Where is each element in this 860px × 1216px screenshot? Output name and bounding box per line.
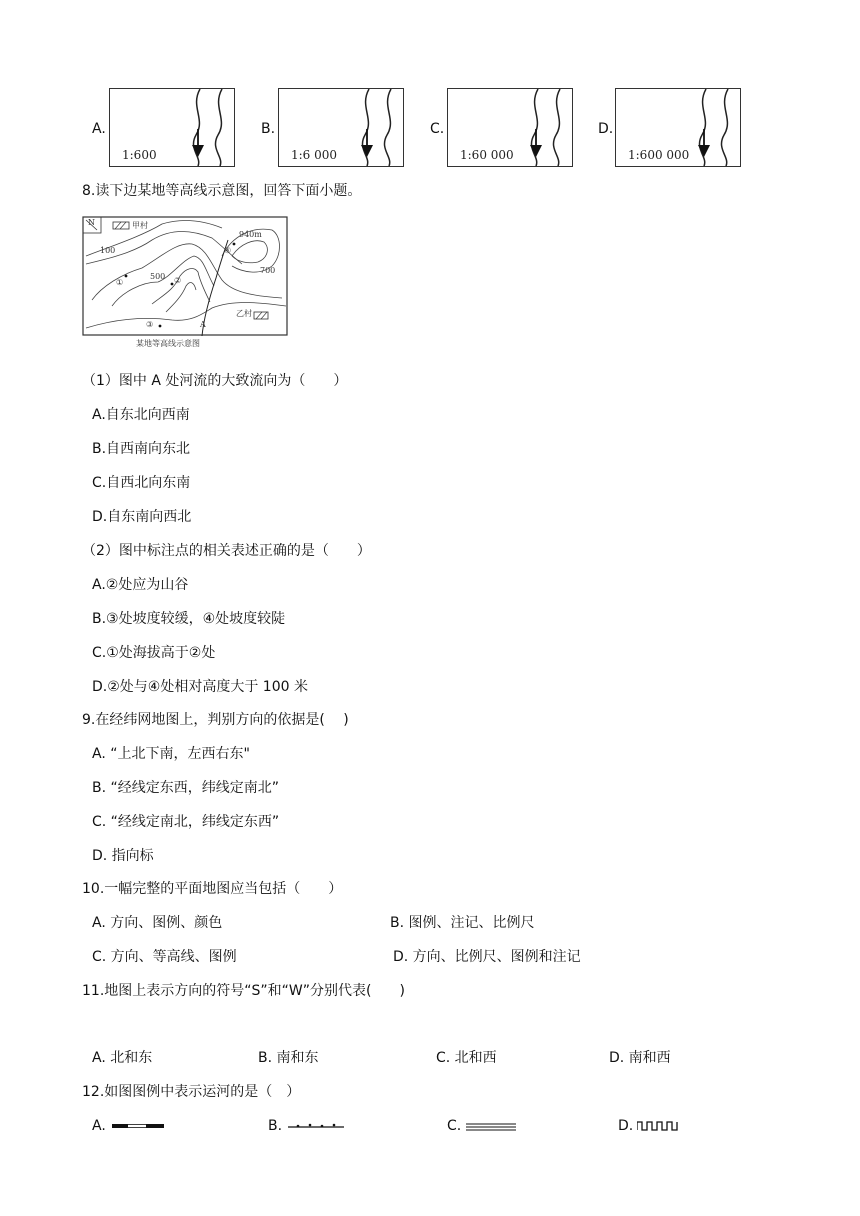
q9-stem: 9.在经纬网地图上，判别方向的依据是( ) [82,712,349,728]
railway-legend-icon [112,1120,166,1132]
q9-option-c[interactable]: C. “经线定南北，纬线定东西” [92,814,280,830]
q7-option-a-letter[interactable]: A. [92,121,106,137]
north-label: N [88,218,95,227]
q12-option-a[interactable]: A. [92,1118,106,1134]
q10-option-a[interactable]: A. 方向、图例、颜色 [92,915,223,931]
q8-sub2-option-d[interactable]: D.②处与④处相对高度大于 100 米 [92,679,308,695]
scale-label: 1:600 000 [628,148,690,162]
contour-label-700: 700 [260,266,276,275]
q7-option-c-map [447,88,573,167]
q12-option-c[interactable]: C. [447,1118,462,1134]
q7-option-b-letter[interactable]: B. [261,121,276,137]
q11-stem: 11.地图上表示方向的符号“S”和“W”分别代表( ) [82,983,405,999]
q11-option-a[interactable]: A. 北和东 [92,1050,153,1066]
q7-option-c-letter[interactable]: C. [430,121,445,137]
contour-map-figure [82,216,288,350]
q8-sub2-option-a[interactable]: A.②处应为山谷 [92,577,189,593]
q8-sub1-option-d[interactable]: D.自东南向西北 [92,509,192,525]
canal-legend-icon [466,1120,518,1132]
point-1-label: ① [116,278,124,287]
q8-sub1-option-b[interactable]: B.自西南向东北 [92,441,191,457]
q7-option-d-map [615,88,741,167]
village-yi-label: 乙村 [236,309,252,318]
q8-sub1-option-a[interactable]: A.自东北向西南 [92,407,190,423]
q12-option-d[interactable]: D. [618,1118,634,1134]
scale-label: 1:60 000 [460,148,514,162]
q11-option-d[interactable]: D. 南和西 [609,1050,671,1066]
scale-label: 1:6 000 [291,148,338,162]
point-3-label: ③ [146,320,154,329]
q7-option-a-map [109,88,235,167]
q8-sub2-option-c[interactable]: C.①处海拔高于②处 [92,645,216,661]
boundary-legend-icon [288,1120,346,1132]
q8-sub1-option-c[interactable]: C.自西北向东南 [92,475,191,491]
q12-stem: 12.如图图例中表示运河的是（ ） [82,1084,301,1100]
q8-sub2-stem: （2）图中标注点的相关表述正确的是（ ） [82,543,371,559]
scale-label: 1:600 [122,148,157,162]
q10-option-b[interactable]: B. 图例、注记、比例尺 [390,915,535,931]
q10-stem: 10.一幅完整的平面地图应当包括（ ） [82,881,343,897]
q8-sub1-stem: （1）图中 A 处河流的大致流向为（ ） [82,373,348,389]
q7-option-b-map [278,88,404,167]
contour-label-100: 100 [100,246,116,255]
wall-legend-icon [637,1119,681,1133]
q9-option-a[interactable]: A. “上北下南，左西右东" [92,746,250,762]
river-a-label: A [200,320,206,329]
q8-sub2-option-b[interactable]: B.③处坡度较缓，④处坡度较陡 [92,611,286,627]
point-2-label: ② [174,276,182,285]
q12-option-b[interactable]: B. [268,1118,283,1134]
q8-stem: 8.读下边某地等高线示意图，回答下面小题。 [82,183,362,199]
q9-option-b[interactable]: B. “经线定东西，纬线定南北” [92,780,280,796]
q10-option-d[interactable]: D. 方向、比例尺、图例和注记 [393,949,581,965]
q9-option-d[interactable]: D. 指向标 [92,848,154,864]
q10-option-c[interactable]: C. 方向、等高线、图例 [92,949,237,965]
contour-label-500: 500 [150,272,166,281]
map-caption: 某地等高线示意图 [136,339,200,348]
q7-option-d-letter[interactable]: D. [598,121,614,137]
q11-option-c[interactable]: C. 北和西 [436,1050,497,1066]
peak-label: 940m [239,230,262,239]
village-jia-label: 甲村 [132,221,148,230]
q11-option-b[interactable]: B. 南和东 [258,1050,319,1066]
point-4-label: ④ [224,246,232,255]
